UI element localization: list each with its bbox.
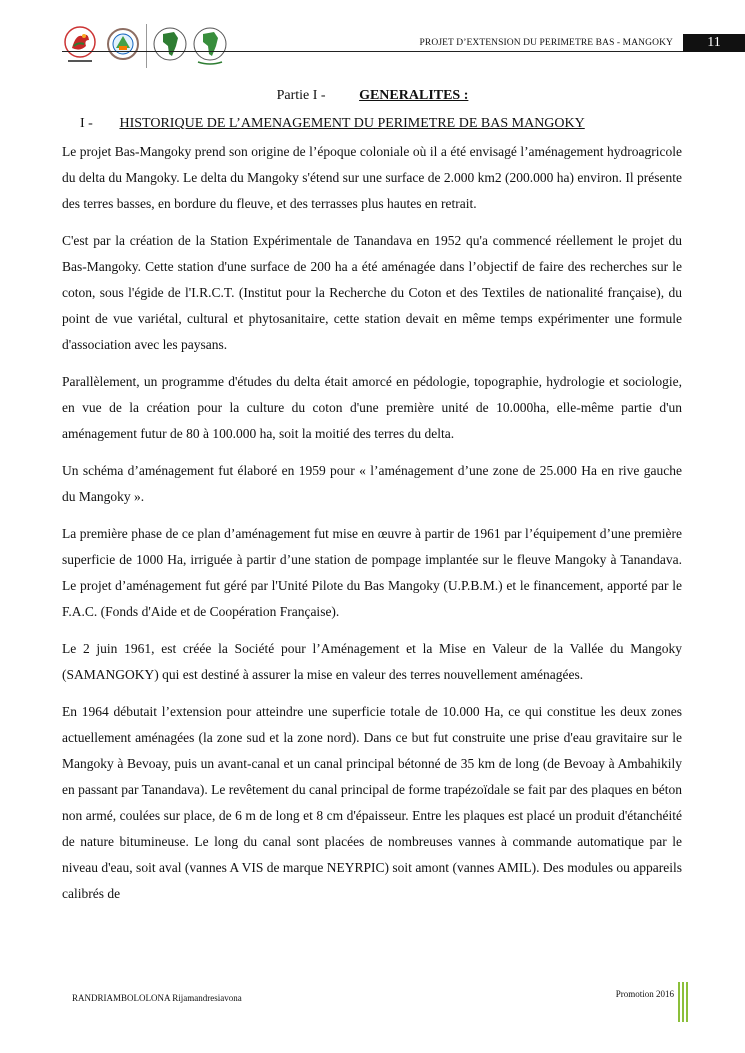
paragraph: En 1964 débutait l’extension pour atteindre une superficie totale de 10.000 Ha, ce qui constitue les deux zones actuellement aménagées (la zone sud et la zone nord). Dans ce but fut construite une prise d'eau gravitaire sur le Mangoky à Bevoay, puis un avant-canal et un canal principal bétonné de 35 km de long (de Bevoay à Ambahikily en passant par Tanandava). Le revêtement du canal principal de forme trapézoïdale se fait par des plaques en béton non armé, coulées sur place, de 6 m de long et 8 cm d'épaisseur. Entre les plaques est placé un produit d'étanchéité de nature bitumineuse. Le long du canal sont placées de nombreuses vannes à commande automatique par le niveau d'eau, soit aval (vannes A VIS de marque NEYRPIC) soit amont (vannes AMIL). Des modules ou appareils calibrés de	[62, 704, 682, 901]
part-title: GENERALITES :	[359, 88, 469, 103]
footer-promotion: Promotion 2016	[615, 989, 674, 999]
section-heading	[80, 116, 585, 132]
footer-decorative-bars	[678, 982, 690, 1022]
header-rule	[62, 51, 745, 52]
section-number: I -	[80, 116, 93, 131]
page-number: 11	[683, 34, 745, 52]
footer-author: RANDRIAMBOLOLONA Rijamandresiavona	[72, 993, 242, 1003]
header-title: PROJET D’EXTENSION DU PERIMETRE BAS - MANGOKY	[419, 38, 673, 48]
document-body	[62, 139, 682, 918]
rooster-logo	[62, 24, 98, 68]
paragraph: C'est par la création de la Station Expérimentale de Tanandava en 1952 qu'a commencé réellement le projet du Bas-Mangoky. Cette station d'une surface de 200 ha a été aménagée dans l’objectif de faire des recherches sur le coton, sous l'égide de l'I.R.C.T. (Institut pour la Recherche du Coton et des Textiles de nationalité française), du point de vue variétal, cultural et phytosanitaire, cette station devait en même temps expérimenter une formule d'association avec les paysans.	[62, 233, 682, 352]
paragraph: Le 2 juin 1961, est créée la Société pour l’Aménagement et la Mise en Valeur de la Vallée du Mangoky (SAMANGOKY) qui est destiné à assurer la mise en valeur des terres nouvellement aménagées.	[62, 641, 682, 682]
part-heading	[0, 88, 745, 104]
paragraph: La première phase de ce plan d’aménagement fut mise en œuvre à partir de 1961 par l’équipement d’une première superficie de 1000 Ha, irriguée à partir d’une station de pompage implantée sur le fleuve Mangoky à Tanandava. Le projet d’aménagement fut géré par l'Unité Pilote du Bas Mangoky (U.P.B.M.) et le financement, apporté par le F.A.C. (Fonds d'Aide et de Coopération Française).	[62, 526, 682, 619]
africa-map-logo	[152, 24, 188, 68]
paragraph: Un schéma d’aménagement fut élaboré en 1959 pour « l’aménagement d’une zone de 25.000 Ha en rive gauche du Mangoky ».	[62, 463, 682, 504]
paragraph: Le projet Bas-Mangoky prend son origine de l’époque coloniale où il a été envisagé l’aménagement hydroagricole du delta du Mangoky. Le delta du Mangoky s'étend sur une surface de 2.000 km2 (200.000 ha) environ. Il présente des terres basses, en bordure du fleuve, et des terrasses plus hautes en retrait.	[62, 144, 682, 211]
africa-map-logo	[192, 24, 228, 68]
paragraph: Parallèlement, un programme d'études du delta était amorcé en pédologie, topographie, hydrologie et sociologie, en vue de la création pour la culture du coton d'une première unité de 10.000ha, elle-même partie d'un aménagement futur de 80 à 100.000 ha, soit la moitié des terres du delta.	[62, 374, 682, 441]
logo-divider	[146, 24, 147, 68]
part-label: Partie I -	[276, 88, 326, 103]
section-title: HISTORIQUE DE L’AMENAGEMENT DU PERIMETRE DE BAS MANGOKY	[119, 116, 585, 131]
institution-seal-logo	[106, 24, 140, 68]
